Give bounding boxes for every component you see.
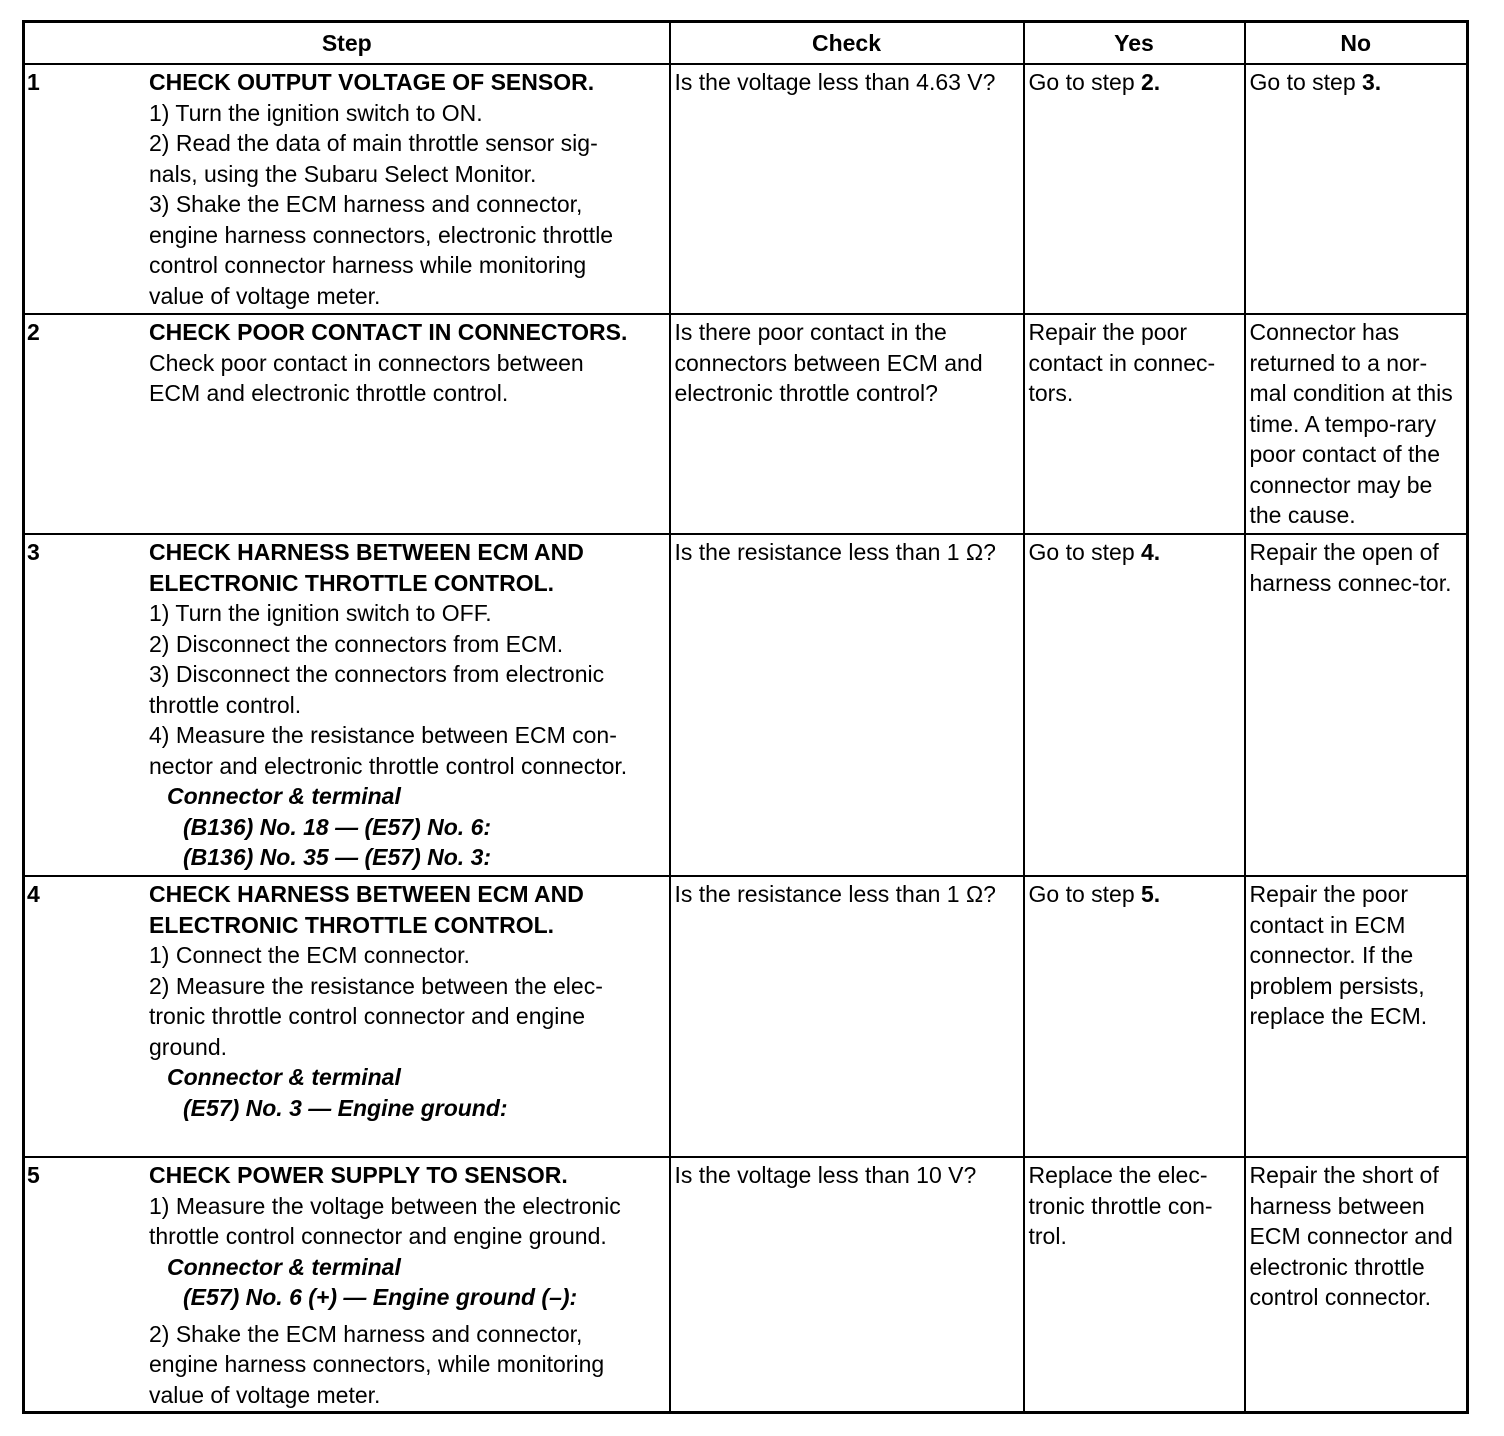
yes-cell: Repair the poor contact in connec-tors.	[1024, 314, 1245, 534]
no-cell: Connector has returned to a nor-mal condition at this time. A tempo-rary poor contact of the connector may be the cause.	[1245, 314, 1468, 534]
header-yes: Yes	[1024, 22, 1245, 65]
step-title: ELECTRONIC THROTTLE CONTROL.	[149, 569, 555, 596]
step-cell	[24, 64, 670, 314]
step-line: engine harness connectors, while monitoring	[149, 1351, 605, 1377]
step-line: 3) Shake the ECM harness and connector,	[149, 191, 583, 217]
check-cell: Is the voltage less than 10 V?	[670, 1157, 1024, 1412]
step-line: 2) Measure the resistance between the elec-	[149, 972, 603, 999]
step-number: 4	[27, 881, 40, 907]
no-cell: Repair the poor contact in ECM connector. If the problem persists, replace the ECM.	[1245, 876, 1468, 1157]
step-cell	[24, 314, 670, 534]
step-cell	[24, 1157, 670, 1412]
step-cell	[24, 534, 670, 876]
diagnostic-table	[22, 20, 1469, 1414]
check-cell: Is the voltage less than 4.63 V?	[670, 64, 1024, 314]
step-number: 2	[27, 319, 40, 345]
step-line: nals, using the Subaru Select Monitor.	[149, 160, 537, 187]
header-no: No	[1245, 22, 1468, 65]
step-number: 5	[27, 1162, 40, 1188]
step-number: 3	[27, 539, 40, 565]
yes-cell	[1024, 534, 1245, 876]
no-cell: Repair the short of harness between ECM connector and electronic throttle control connector.	[1245, 1157, 1468, 1412]
connector-terminal: (E57) No. 3 — Engine ground:	[183, 1094, 508, 1121]
check-cell: Is the resistance less than 1 Ω?	[670, 534, 1024, 876]
no-step-ref: 3.	[1362, 69, 1382, 95]
step-line: throttle control.	[149, 691, 302, 718]
step-line: value of voltage meter.	[149, 282, 381, 309]
yes-step-ref: 4.	[1141, 539, 1161, 565]
check-cell: Is the resistance less than 1 Ω?	[670, 876, 1024, 1157]
step-title: CHECK POOR CONTACT IN CONNECTORS.	[149, 319, 628, 345]
step-line: 1) Turn the ignition switch to OFF.	[149, 600, 492, 626]
header-row	[24, 22, 1468, 65]
step-title: CHECK HARNESS BETWEEN ECM AND	[149, 881, 584, 907]
connector-label: Connector & terminal	[167, 1064, 401, 1090]
yes-cell	[1024, 876, 1245, 1157]
step-line: value of voltage meter.	[149, 1381, 381, 1408]
table-row	[24, 534, 1468, 876]
table-row	[24, 1157, 1468, 1412]
step-line: 1) Connect the ECM connector.	[149, 942, 470, 968]
step-line: 3) Disconnect the connectors from electronic	[149, 661, 605, 687]
yes-text: Go to step	[1028, 69, 1142, 95]
step-line: Check poor contact in connectors between	[149, 349, 584, 376]
header-check: Check	[670, 22, 1024, 65]
step-cell	[24, 876, 670, 1157]
yes-text: Go to step	[1028, 881, 1142, 907]
connector-label: Connector & terminal	[167, 1253, 401, 1280]
yes-step-ref: 5.	[1141, 881, 1161, 907]
step-line: nector and electronic throttle control connector.	[149, 752, 628, 779]
yes-cell	[1024, 64, 1245, 314]
no-cell	[1245, 64, 1468, 314]
table-row	[24, 64, 1468, 314]
connector-terminal: (B136) No. 18 — (E57) No. 6:	[183, 813, 492, 840]
step-line: throttle control connector and engine ground.	[149, 1223, 607, 1249]
connector-terminal: (E57) No. 6 (+) — Engine ground (–):	[183, 1284, 578, 1310]
yes-cell: Replace the elec-tronic throttle con-trol.	[1024, 1157, 1245, 1412]
step-line: engine harness connectors, electronic throttle	[149, 221, 614, 248]
no-cell: Repair the open of harness connec-tor.	[1245, 534, 1468, 876]
yes-step-ref: 2.	[1141, 69, 1161, 95]
check-cell: Is there poor contact in the connectors between ECM and electronic throttle control?	[670, 314, 1024, 534]
step-line: ECM and electronic throttle control.	[149, 380, 509, 406]
step-line: control connector harness while monitoring	[149, 252, 587, 278]
step-line: 1) Turn the ignition switch to ON.	[149, 99, 483, 126]
step-title: ELECTRONIC THROTTLE CONTROL.	[149, 911, 555, 938]
step-title: CHECK POWER SUPPLY TO SENSOR.	[149, 1162, 568, 1188]
header-step: Step	[24, 22, 670, 65]
yes-text: Go to step	[1028, 539, 1142, 565]
step-line: 2) Disconnect the connectors from ECM.	[149, 630, 564, 657]
step-line: 4) Measure the resistance between ECM con-	[149, 722, 617, 748]
step-title: CHECK OUTPUT VOLTAGE OF SENSOR.	[149, 69, 595, 95]
table-row	[24, 876, 1468, 1157]
table-row	[24, 314, 1468, 534]
step-line: 2) Read the data of main throttle sensor sig-	[149, 130, 598, 156]
connector-terminal: (B136) No. 35 — (E57) No. 3:	[183, 844, 492, 870]
step-number: 1	[27, 69, 40, 95]
step-line: 2) Shake the ECM harness and connector,	[149, 1320, 583, 1347]
step-line: tronic throttle control connector and engine	[149, 1003, 585, 1029]
no-text: Go to step	[1249, 69, 1363, 95]
step-title: CHECK HARNESS BETWEEN ECM AND	[149, 539, 584, 565]
step-line: ground.	[149, 1033, 228, 1060]
step-line: 1) Measure the voltage between the electronic	[149, 1192, 621, 1219]
connector-label: Connector & terminal	[167, 783, 401, 809]
